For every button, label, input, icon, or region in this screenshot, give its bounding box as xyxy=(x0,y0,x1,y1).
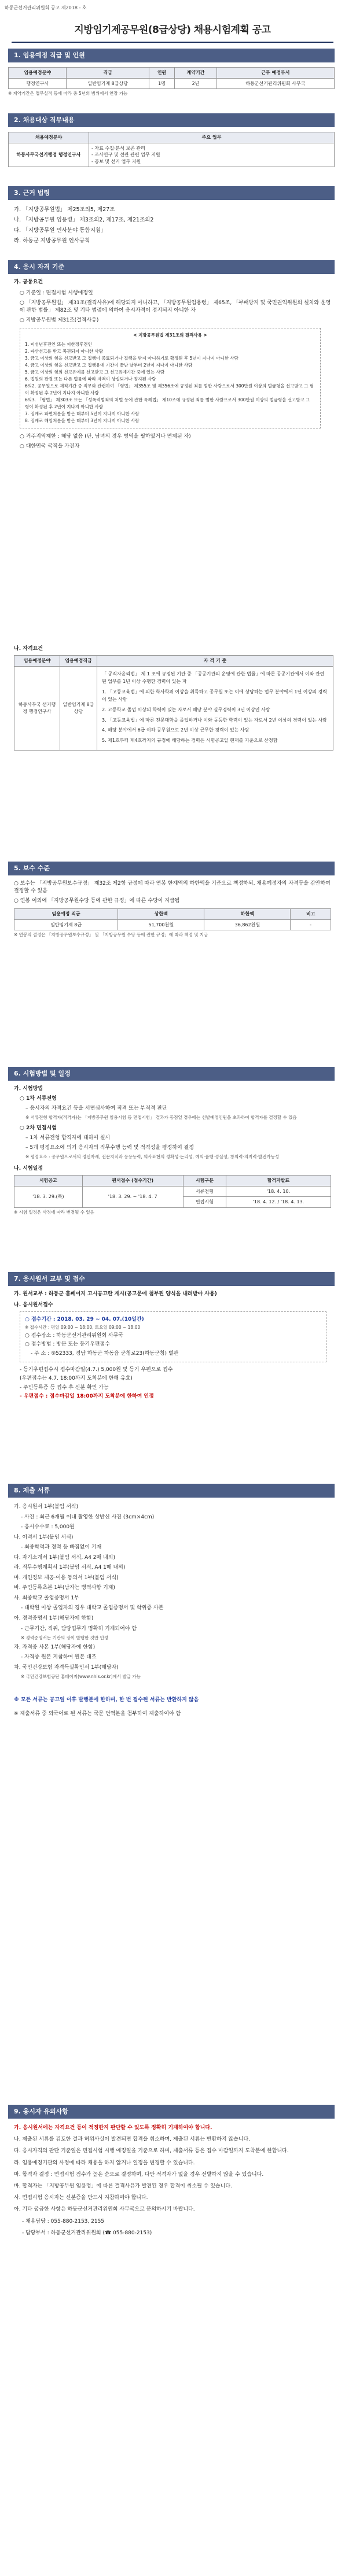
list-item: 바. 합격자는 「지방공무원 임용령」에 따른 결격사유가 발견된 경우 합격이 취소될 수 있습니다. xyxy=(14,2183,232,2189)
qualification-cell xyxy=(97,666,333,751)
box-title: < 지방공무원법 제31조의 결격사유 > xyxy=(133,332,207,338)
list-item: 아. 기타 궁금한 사항은 하동군선거관리위원회 사무국으로 문의하시기 바랍니다. xyxy=(14,2207,195,2213)
table-cell: '18. 3. 29. ~ '18. 4. 7 xyxy=(82,1186,183,1207)
table-header: 시험공고 xyxy=(14,1176,83,1187)
section-5-body xyxy=(14,880,331,938)
section-8-body xyxy=(14,1502,331,1719)
section-3-body xyxy=(14,205,326,246)
table-cell: '18. 3. 29.(목) xyxy=(14,1186,83,1207)
table-cell: '18. 4. 10. xyxy=(226,1186,331,1197)
section-2-heading: 2. 채용대상 직무내용 xyxy=(8,113,335,127)
interview-date: '18. 4. 12. xyxy=(252,1199,277,1205)
list-item: 라. 직무수행계획서 1부(붙임 서식, A4 1매 내외) xyxy=(14,1565,126,1571)
table-row xyxy=(9,78,335,89)
list-item: ○ 「지방공무원법」 제31조(결격사유)에 해당되지 아니하고, 「지방공무원임용령」 제65조, 「부패방지 및 국민권익위원회 설치와 운영에 관한 법률」 제82조 및 기타 법령에 의하여 응시자격이 정지되지 아니한 자 xyxy=(20,300,331,314)
list-item: - 자격증 원본 지참하여 원본 대조 xyxy=(21,1654,97,1661)
table-header: 자 격 기 준 xyxy=(97,656,333,667)
disqualification-box xyxy=(20,328,321,428)
duties-table xyxy=(8,132,335,167)
list-item: ※ 평정요소 : 공무원으로서의 정신자세, 전문지식과 응용능력, 의사표현의 정확성·논리성, 예의·품행·성실성, 창의력·의지력·발전가능성 xyxy=(25,1154,280,1160)
list-item: (우편접수는 4.7. 18:00까지 도착분에 한해 유효) xyxy=(20,1376,133,1382)
list-item: ○ 접수장소 : 하동군선거관리위원회 사무국 xyxy=(25,1333,124,1339)
list-item: ※ 국민건강보험공단 홈페이지(www.nhis.or.kr)에서 발급 가능 xyxy=(21,1674,141,1680)
section-9-body xyxy=(14,2123,331,2240)
table-header-row xyxy=(9,132,335,143)
list-item: 3. 「고등교육법」에 따른 전문대학을 졸업하거나 이와 동등한 학력이 있는 자로서 2년 이상의 경력이 있는 사람 xyxy=(102,717,327,723)
page-title: 지방임기제공무원(8급상당) 채용시험계획 공고 xyxy=(74,24,271,36)
section-4-heading: 4. 응시 자격 기준 xyxy=(8,260,335,274)
table-header: 임용예정 직급 xyxy=(14,909,118,920)
list-item: 차. 국민건강보험 자격득실확인서 1부(해당자) xyxy=(14,1664,119,1670)
salary-table xyxy=(14,908,331,930)
section-5-note: ※ 연봉의 결정은 「지방공무원보수규정」 및 「지방공무원 수당 등에 관한 규정」에 따라 책정 및 지급 xyxy=(14,932,208,938)
list-item: - 사진 : 최근 6개월 이내 촬영한 상반신 사진 (3cm×4cm) xyxy=(21,1514,155,1520)
list-item: 다. 자기소개서 1부(붙임 서식, A4 2매 내외) xyxy=(14,1554,115,1561)
list-item: 마. 개인정보 제공·이용 동의서 1부(붙임 서식) xyxy=(14,1575,119,1581)
table-cell: - xyxy=(291,919,331,930)
table-cell: 일반임기제 8급상당 xyxy=(67,78,149,89)
list-item: 4. 금고 이상의 형을 선고받고 그 집행유예 기간이 끝난 날부터 2년이 지나지 아니한 사람 xyxy=(25,363,193,368)
law-item: 나. 「지방공무원 임용령」 제3조의2, 제17조, 제21조의2 xyxy=(14,217,154,224)
list-item: ○ 거주지역제한 : 해당 없음 (단, 남녀의 경우 병역을 필하였거나 면제된 자) xyxy=(20,434,191,440)
section-5-heading: 5. 보수 수준 xyxy=(8,862,335,875)
table-header: 채용예정분야 xyxy=(9,132,89,143)
table-header: 근무 예정부서 xyxy=(216,68,334,79)
list-item: - 조사연구 및 선관 관련 업무 지원 xyxy=(91,152,160,158)
table-cell: 일반임기제 8급 xyxy=(14,919,118,930)
list-item: 라. 임용예정기관의 사정에 따라 채용을 하지 않거나 일정을 변경할 수 있습니다. xyxy=(14,2160,195,2166)
schedule-table xyxy=(14,1175,331,1208)
step-title: ○ 2차 면접시험 xyxy=(20,1125,57,1132)
list-item: 4. 해당 분야에서 6급 이하 공무원으로 2년 이상 근무한 경력이 있는 사람 xyxy=(102,727,249,733)
table-header: 임용예정분야 xyxy=(14,656,60,667)
method-list xyxy=(14,1095,331,1161)
list-item: 7. 징계로 파면처분을 받은 때부터 5년이 지나지 아니한 사람 xyxy=(25,411,140,417)
list-item: 3. 금고 이상의 형을 선고받고 그 집행이 종료되거나 집행을 받지 아니하기로 확정된 후 5년이 지나지 아니한 사람 xyxy=(25,356,238,361)
section-1-body xyxy=(8,67,335,97)
list-item: 5. 제1호부터 제4호까지의 규정에 해당하는 경력은 시험공고일 현재를 기준으로 산정함 xyxy=(102,737,278,743)
interview-result-date: '18. 4. 13. xyxy=(280,1199,304,1205)
section-8-heading: 8. 제출 서류 xyxy=(8,1484,335,1498)
section-1-heading: 1. 임용예정 직급 및 인원 xyxy=(8,49,335,62)
list-item: – 5개 평정요소에 의거 응시자의 직무수행 능력 및 적격성을 평정하여 결정 xyxy=(25,1145,194,1151)
subheading-qualification: 나. 자격요건 xyxy=(14,646,43,652)
table-cell: 하동사무국선거행정 행정연구사 xyxy=(9,143,89,167)
list-item: 1. 「고등교육법」에 의한 학사학위 이상을 취득하고 공무원 또는 이에 상당하는 업무 분야에서 1년 이상의 경력이 있는 사람 xyxy=(102,689,327,703)
notice-number: 하동군선거관리위원회 공고 제2018 - 호 xyxy=(5,5,87,10)
list-item: ○ 연봉 이외에 「지방공무원수당 등에 관한 규정」에 따른 수당이 지급됨 xyxy=(14,898,180,904)
list-item: – 응시자의 자격요건 등을 서면심사하여 적격 또는 부적격 판단 xyxy=(25,1106,167,1112)
table-header: 임용예정직급 xyxy=(60,656,97,667)
table-cell: 면접시험 xyxy=(183,1197,226,1208)
list-item: 「 공직자윤리법」 제 1 조에 규정된 기관 중 「공공기관의 운영에 관한 법률」에 따른 공공기관에서 이와 관련된 업무를 1년 이상 수행한 경력이 있는 자 xyxy=(102,671,325,685)
list-item: - 등기우편접수시 접수마감일(4.7.) 5,000원 및 등기 우편으로 접수 xyxy=(20,1367,173,1373)
list-item: 나. 이력서 1부(붙임 서식) xyxy=(14,1534,74,1540)
list-item: - 채용담당 : 055-880-2153, 2155 xyxy=(22,2218,105,2224)
list-item: 마. 합격자 결정 : 면접시험 점수가 높은 순으로 결정하며, 다만 적격자가 없을 경우 선발하지 않을 수 있습니다. xyxy=(14,2171,264,2178)
table-header: 주요 업무 xyxy=(89,132,335,143)
table-header: 상한액 xyxy=(118,909,204,920)
table-cell: '18. 4. 12. / '18. 4. 13. xyxy=(226,1197,331,1208)
list-item: 1. 피성년후견인 또는 피한정후견인 xyxy=(25,342,92,348)
list-item: 5. 금고 이상의 형의 선고유예를 선고받고 그 선고유예기간 중에 있는 사람 xyxy=(25,369,165,375)
application-notes xyxy=(14,1366,331,1401)
section-1-note: ※ 계약기간은 업무실적 등에 따라 총 5년의 범위에서 연장 가능 xyxy=(8,91,128,97)
table-cell: 하동사무국 선거행정 행정연구사 xyxy=(14,666,60,751)
table-cell: 1명 xyxy=(149,78,174,89)
list-item: 2. 고등학교 졸업 이상의 학력이 있는 자로서 해당 분야 실무경력이 3년 이상인 사람 xyxy=(102,707,270,713)
table-cell: 51,700천원 xyxy=(118,919,204,930)
table-header: 비고 xyxy=(291,909,331,920)
subheading-method: 가. 시험방법 xyxy=(14,1086,43,1092)
table-cell: 36,862천원 xyxy=(204,919,291,930)
table-header: 하한액 xyxy=(204,909,291,920)
extra-requirements xyxy=(14,433,331,450)
table-row xyxy=(14,919,331,930)
table-header-row xyxy=(14,656,333,667)
section-7-body xyxy=(14,1291,331,1401)
list-item: ○ 지방공무원법 제31조(결격사유) xyxy=(20,317,99,324)
list-item: 8. 징계로 해임처분을 받은 때부터 3년이 지나지 아니한 사람 xyxy=(25,418,140,424)
section-6-note: ※ 시험 일정은 사정에 따라 변경될 수 있음 xyxy=(14,1209,94,1215)
qualification-block xyxy=(14,645,333,751)
common-requirements xyxy=(14,290,331,324)
section-7-heading: 7. 응시원서 교부 및 접수 xyxy=(8,1272,335,1286)
list-item: 다. 응시자격의 판단 기준일은 면접시험 시행 예정일을 기준으로 하며, 제출서류 등은 접수 마감일까지 도착분에 한합니다. xyxy=(14,2148,289,2154)
table-header: 합격자발표 xyxy=(226,1176,331,1187)
table-header-row xyxy=(9,68,335,79)
table-cell: 하동군선거관리위원회 사무국 xyxy=(216,78,334,89)
list-item: - 최종학력과 경력 등 빠짐없이 기재 xyxy=(21,1544,102,1551)
list-item: 가. 원서교부 : 하동군 홈페이지 고시공고란 게시(공고문에 첨부된 양식을 내려받아 사용) xyxy=(14,1291,217,1297)
law-item: 가. 「지방공무원법」 제25조의5, 제27조 xyxy=(14,206,115,213)
table-header: 계약기간 xyxy=(175,68,216,79)
table-row xyxy=(9,143,335,167)
list-item: ○ 접수방법 : 방문 또는 등기우편접수 xyxy=(25,1341,110,1348)
section-6-body xyxy=(14,1085,331,1216)
list-item: 나. 제출된 서류를 검토한 결과 허위사실이 발견되면 합격을 취소하며, 제출된 서류는 반환하지 않습니다. xyxy=(14,2137,251,2143)
list-item: - 담당부서 : 하동군선거관리위원회 (☎ 055-880-2153) xyxy=(22,2230,152,2236)
list-item xyxy=(14,2123,331,2133)
section-2-body xyxy=(8,132,335,167)
list-item: 6. 법원의 판결 또는 다른 법률에 따라 자격이 상실되거나 정지된 사람 xyxy=(25,376,156,382)
table-cell: 서류전형 xyxy=(183,1186,226,1197)
list-item: 6의2. 공무원으로 재직기간 중 직무와 관련하여 「형법」 제355조 및 제356조에 규정된 죄를 범한 사람으로서 300만원 이상의 벌금형을 선고받고 그 형이 확정된 후 2년이 지나지 아니한 사람 xyxy=(25,383,314,396)
list-item: 사. 면접시험 응시자는 신분증을 반드시 지참하여야 합니다. xyxy=(14,2195,148,2201)
list-item: ※ 서류전형 합격자(적격자)는 「지방공무원 임용시험 등 면접시험」 결과가 동점일 경우에는 선발예정인원을 초과하여 합격자를 결정할 수 있음 xyxy=(25,1115,297,1121)
table-row xyxy=(14,1186,331,1197)
law-item: 라. 하동군 지방공무원 인사규칙 xyxy=(14,238,90,245)
list-item: ○ 기준일 : 면접시험 시행예정일 xyxy=(20,290,93,297)
law-item: 다. 「지방공무원 인사분야 통합지침」 xyxy=(14,227,107,234)
list-item: 바. 주민등록초본 1부(남자는 병역사항 기재) xyxy=(14,1585,115,1591)
subheading-schedule: 나. 시험일정 xyxy=(14,1166,43,1172)
list-item: 가. 응시원서 1부(붙임 서식) xyxy=(14,1504,79,1510)
step-title: ○ 1차 서류전형 xyxy=(20,1096,57,1102)
list-item: - 자료 수집·분석 보존 관리 xyxy=(91,145,145,151)
table-header: 시험구분 xyxy=(183,1176,226,1187)
positions-table xyxy=(8,67,335,89)
table-header: 임용예정분야 xyxy=(9,68,67,79)
list-item: - 응시수수료 : 5,000원 xyxy=(21,1524,75,1531)
table-cell: 행정연구사 xyxy=(9,78,67,89)
list-item: - 대학원 이상 졸업자의 경우 대학교 졸업증명서 및 학위증 사본 xyxy=(21,1605,164,1612)
documents-note: ※ 제출서류 중 외국어로 된 서류는 국문 번역본을 첨부하여 제출하여야 함 xyxy=(14,1710,181,1717)
list-item: 자. 자격증 사본 1부(해당자에 한함) xyxy=(14,1644,96,1650)
title-divider xyxy=(12,42,333,43)
table-cell: 일반임기제 8급상당 xyxy=(60,666,97,751)
list-item: - 주 소 : ⑨52333, 경남 하동군 하동읍 군청로23(하동군청) 별관 xyxy=(31,1350,179,1357)
list-item: 나. 응시원서접수 xyxy=(14,1302,53,1309)
list-item: ○ 접수기간 : 2018. 03. 29 ~ 04. 07.(10일간) xyxy=(25,1317,144,1323)
list-item: - 공보 및 선거 업무 지원 xyxy=(91,158,141,164)
list-item: ※ 경력증명서는 기관의 장이 발행한 것만 인정 xyxy=(21,1635,108,1641)
table-header: 직급 xyxy=(67,68,149,79)
qualification-table xyxy=(14,655,333,751)
table-row xyxy=(14,666,333,751)
list-item: - 근무기간, 직위, 담당업무가 명확히 기재되어야 함 xyxy=(21,1625,137,1632)
subheading-common: 가. 공통요건 xyxy=(14,279,43,285)
application-box xyxy=(20,1311,326,1362)
list-item: 6의3. 「형법」 제303조 또는 「성폭력범죄의 처벌 등에 관한 특례법」 제10조에 규정된 죄를 범한 사람으로서 300만원 이상의 벌금형을 선고받고 그 형이 확정된 후 2년이 지나지 아니한 사람 xyxy=(25,397,310,410)
documents-note: ※ 모든 서류는 공고일 이후 발행분에 한하며, 한 번 접수된 서류는 반환하지 않음 xyxy=(14,1697,199,1703)
table-header-row xyxy=(14,909,331,920)
list-item: ○ 대한민국 국적을 가진자 xyxy=(20,443,80,450)
list-item: – 1차 서류전형 합격자에 대하여 실시 xyxy=(25,1135,111,1141)
list-item: 아. 경력증명서 1부(해당자에 한함) xyxy=(14,1616,94,1622)
section-3-heading: 3. 근거 법령 xyxy=(8,186,335,200)
section-9-heading: 9. 응시자 유의사항 xyxy=(8,2105,335,2119)
duties-cell xyxy=(89,143,335,167)
list-item: - 주민등록증 등 접수 후 신분 확인 가능 xyxy=(20,1384,109,1391)
list-item: 2. 파산선고를 받고 복권되지 아니한 사람 xyxy=(25,349,103,354)
section-6-heading: 6. 시험방법 및 일정 xyxy=(8,1067,335,1081)
table-cell: 2년 xyxy=(175,78,216,89)
table-header: 인원 xyxy=(149,68,174,79)
table-header: 원서접수 (접수기간) xyxy=(82,1176,183,1187)
table-header-row xyxy=(14,1176,331,1187)
list-item: 사. 최종학교 졸업증명서 1부 xyxy=(14,1595,79,1601)
list-item: ※ 접수시간 : 평일 09:00 ~ 18:00, 토요일 09:00 ~ 18:00 xyxy=(25,1325,141,1330)
deadline-warning: - 우편접수 : 접수마감일 18:00까지 도착분에 한하여 인정 xyxy=(20,1393,154,1399)
section-4-body xyxy=(14,279,331,453)
list-item: ○ 보수는 「지방공무원보수규정」 제32조 제2항 규정에 따라 연봉 한계액의 하한액을 기준으로 책정하되, 채용예정자의 자격등을 감안하여 결정할 수 있음 xyxy=(14,881,331,895)
caution-item: 가. 응시원서에는 자격요건 등이 적정한지 판단할 수 있도록 정확히 기재하여야 합니다. xyxy=(14,2125,212,2131)
